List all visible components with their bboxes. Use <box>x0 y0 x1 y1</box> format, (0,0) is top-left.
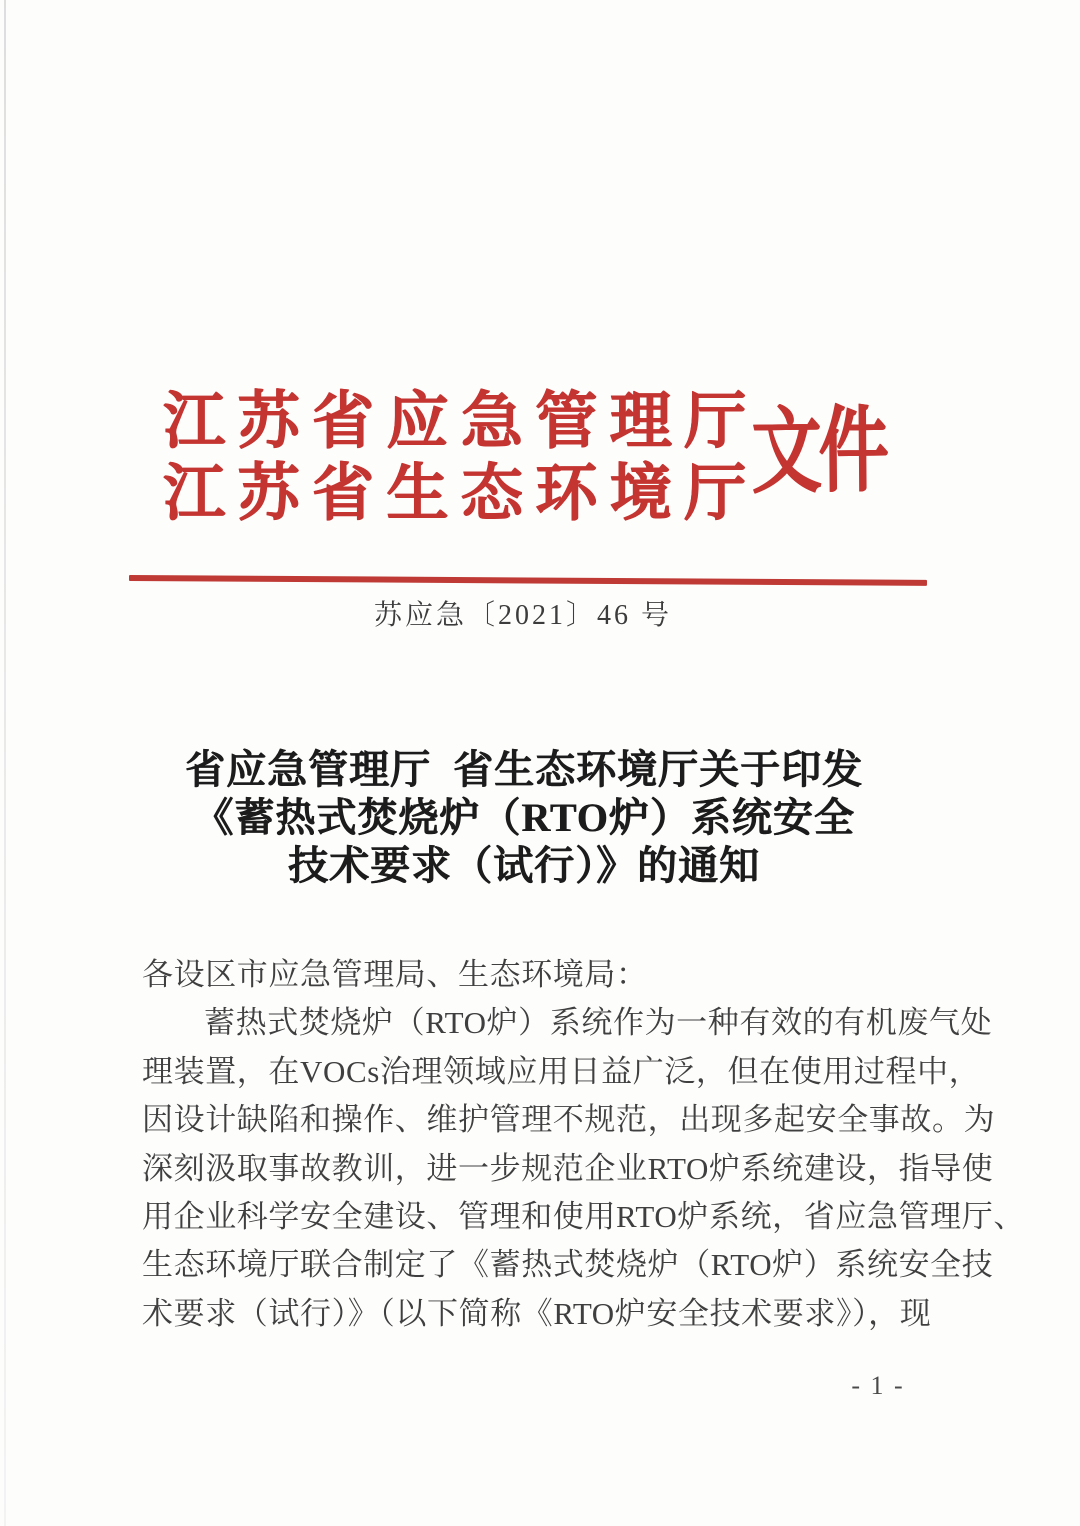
paragraph-line: 因设计缺陷和操作、维护管理不规范，出现多起安全事故。为 <box>142 1102 996 1138</box>
paragraph-line: 术要求（试行）》（以下简称《RTO炉安全技术要求》），现 <box>142 1295 932 1331</box>
paragraph-line: 生态环境厅联合制定了《蓄热式焚烧炉（RTO炉）系统安全技 <box>142 1247 994 1283</box>
paragraph-line: 深刻汲取事故教训，进一步规范企业RTO炉系统建设，指导使 <box>142 1150 994 1186</box>
red-separator-line <box>129 575 927 586</box>
salutation: 各设区市应急管理局、生态环境局： <box>142 957 648 992</box>
paragraph-line: 理装置，在VOCs治理领域应用日益广泛，但在使用过程中， <box>142 1053 981 1089</box>
document-title-line-1: 省应急管理厅 省生态环境厅关于印发 <box>185 747 863 792</box>
document-title-line-2: 《蓄热式焚烧炉（RTO炉）系统安全 <box>193 795 855 840</box>
document-title <box>0 746 1048 890</box>
document-number: 苏应急〔2021〕46 号 <box>373 600 672 631</box>
agency-name-line-1: 江苏省应急管理厅 <box>163 388 746 456</box>
agency-name-line-2: 江苏省生态环境厅 <box>163 460 746 528</box>
document-title-line-3: 技术要求（试行）》的通知 <box>288 843 760 888</box>
document-body <box>142 951 1025 1338</box>
paragraph-line: 用企业科学安全建设、管理和使用RTO炉系统，省应急管理厅、 <box>142 1198 1025 1234</box>
letterhead <box>163 386 746 530</box>
paragraph-line: 蓄热式焚烧炉（RTO炉）系统作为一种有效的有机废气处 <box>204 1005 993 1041</box>
document-type-label: 文件 <box>750 400 886 506</box>
page-number: - 1 - <box>851 1371 905 1400</box>
